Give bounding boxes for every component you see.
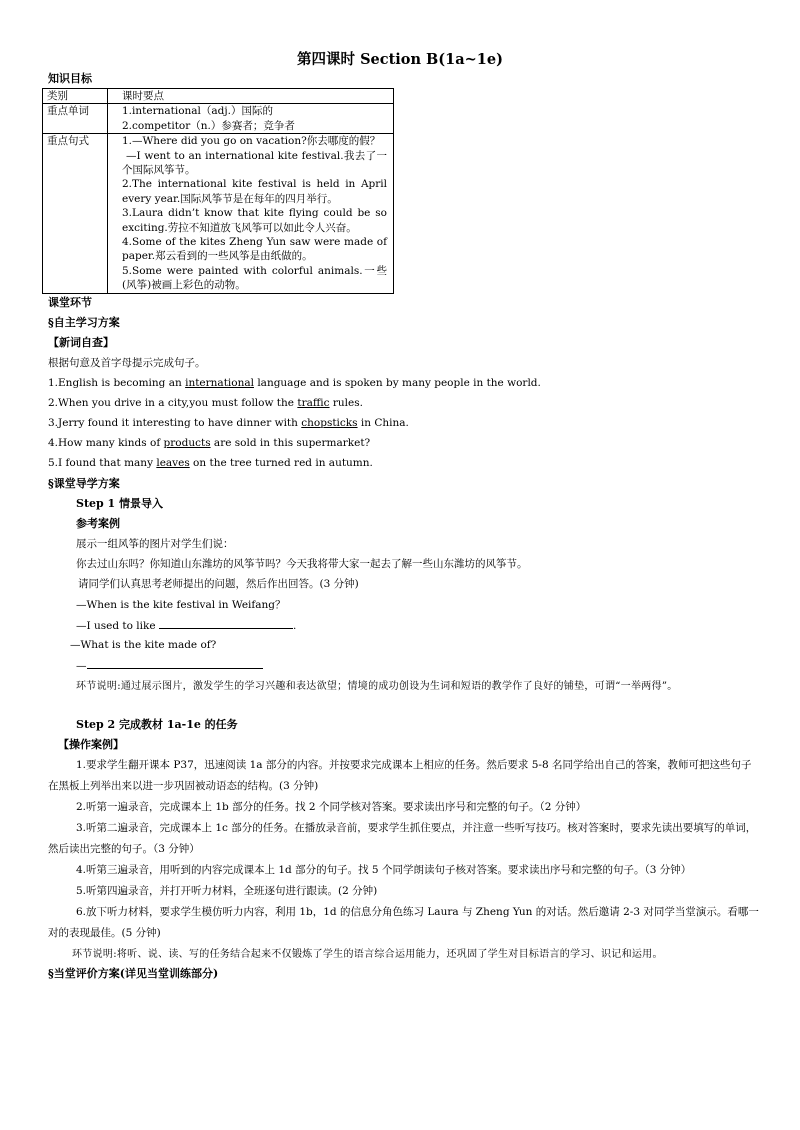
fill-item-answer: leaves bbox=[156, 457, 190, 469]
class-section-heading: 课堂环节 bbox=[48, 296, 92, 309]
self-study-heading: §自主学习方案 bbox=[48, 316, 120, 329]
step2-subheading: 【操作案例】 bbox=[58, 738, 124, 751]
step1-line: 展示一组风筝的图片对学生们说： bbox=[76, 538, 234, 550]
fill-item-answer: traffic bbox=[297, 397, 330, 409]
table-header-row bbox=[43, 89, 394, 104]
step1-answer-line bbox=[76, 658, 263, 673]
vocab-item: 2.competitor（n.）参赛者；竞争者 bbox=[122, 119, 295, 132]
knowledge-goals-table bbox=[42, 88, 394, 294]
step1-ref-heading: 参考案例 bbox=[76, 517, 120, 530]
step1-title: Step 1 情景导入 bbox=[76, 497, 164, 510]
fill-item-text: on the tree turned red in autumn. bbox=[189, 457, 373, 469]
step2-item: 1.要求学生翻开课本 P37，迅速阅读 1a 部分的内容。并按要求完成课本上相应的任务。然后要求 5-8 名同学给出自己的答案，教师可把这些句子在黑板上列举出来以进一步巩固被动语态的结构。(3 分钟) bbox=[48, 759, 752, 792]
fill-item-text: language and is spoken by many people in the world. bbox=[253, 377, 541, 389]
step1-answer-text: — bbox=[76, 660, 87, 672]
step2-item: 4.听第三遍录音，用听到的内容完成课本上 1d 部分的句子。找 5 个同学朗读句子核对答案。要求读出序号和完整的句子。（3 分钟） bbox=[76, 864, 692, 876]
sentence-item: 2.The international kite festival is held in April every year.国际风筝节是在每年的四月举行。 bbox=[122, 178, 387, 205]
step2-item: 6.放下听力材料，要求学生模仿听力内容，利用 1b，1d 的信息分角色练习 Laura 与 Zheng Yun 的对话。然后邀请 2-3 对同学当堂演示。看哪一对的表现最佳。(5 分钟) bbox=[48, 906, 759, 939]
fill-item-text: 2.When you drive in a city,you must follow the bbox=[48, 397, 298, 409]
answer-blank[interactable] bbox=[87, 658, 263, 669]
fill-item-text: in China. bbox=[357, 417, 409, 429]
table-header-category: 类别 bbox=[43, 89, 108, 104]
fill-item-answer: products bbox=[163, 437, 211, 449]
step2-note: 环节说明:将听、说、读、写的任务结合起来不仅锻炼了学生的语言综合运用能力，还巩固了学生对目标语言的学习、识记和运用。 bbox=[72, 949, 663, 960]
fill-item bbox=[48, 416, 409, 430]
sentence-item: 1.—Where did you go on vacation?你去哪度的假？ bbox=[122, 135, 381, 148]
guide-heading: §课堂导学方案 bbox=[48, 477, 120, 490]
table-header-points: 课时要点 bbox=[108, 89, 394, 104]
fill-item-text: rules. bbox=[329, 397, 363, 409]
step1-note: 环节说明:通过展示图片，激发学生的学习兴趣和表达欲望；情境的成功创设为生词和短语的教学作了良好的铺垫，可谓“一举两得”。 bbox=[76, 681, 678, 692]
table-row-sentences bbox=[43, 134, 394, 293]
sentence-item: 4.Some of the kites Zheng Yun saw were made of paper.郑云看到的一些风筝是由纸做的。 bbox=[122, 236, 387, 263]
step2-item: 3.听第二遍录音，完成课本上 1c 部分的任务。在播放录音前，要求学生抓住要点，并注意一些听写技巧。核对答案时，要求先读出要填写的单词，然后读出完整的句子。（3 分钟） bbox=[48, 822, 757, 855]
vocab-item: 1.international（adj.）国际的 bbox=[122, 105, 273, 118]
sentence-item: 3.Laura didn’t know that kite flying could be so exciting.劳拉不知道放飞风筝可以如此令人兴奋。 bbox=[122, 207, 387, 234]
sentences-label: 重点句式 bbox=[43, 134, 108, 293]
fill-item bbox=[48, 396, 363, 410]
step2-title: Step 2 完成教材 1a-1e 的任务 bbox=[76, 718, 238, 731]
self-study-instruction: 根据句意及首字母提示完成句子。 bbox=[48, 357, 206, 369]
sentence-item: 5.Some were painted with colorful animals.一些(风筝)被画上彩色的动物。 bbox=[122, 264, 387, 292]
fill-item bbox=[48, 456, 373, 470]
step1-line: 请同学们认真思考老师提出的问题，然后作出回答。(3 分钟) bbox=[78, 578, 359, 590]
fill-item-answer: chopsticks bbox=[301, 417, 358, 429]
fill-item-answer: international bbox=[185, 377, 254, 389]
fill-item-text: are sold in this supermarket? bbox=[210, 437, 371, 449]
step1-answer-text: —I used to like bbox=[76, 620, 156, 632]
step2-item: 2.听第一遍录音，完成课本上 1b 部分的任务。找 2 个同学核对答案。要求读出序号和完整的句子。（2 分钟） bbox=[76, 801, 587, 813]
fill-item-text: 5.I found that many bbox=[48, 457, 157, 469]
table-row-vocab bbox=[43, 104, 394, 134]
step2-item: 5.听第四遍录音，并打开听力材料，全班逐句进行跟读。(2 分钟) bbox=[76, 885, 378, 897]
fill-item-text: 1.English is becoming an bbox=[48, 377, 186, 389]
step1-line: 你去过山东吗？你知道山东潍坊的风筝节吗？今天我将带大家一起去了解一些山东潍坊的风筝节。 bbox=[76, 558, 528, 570]
step1-question: —When is the kite festival in Weifang？ bbox=[76, 599, 286, 611]
sentence-item: —I went to an international kite festival.我去了一个国际风筝节。 bbox=[122, 149, 387, 177]
fill-item-text: 4.How many kinds of bbox=[48, 437, 164, 449]
page-title: 第四课时 Section B(1a~1e) bbox=[297, 51, 503, 68]
fill-item-text: 3.Jerry found it interesting to have dinner with bbox=[48, 417, 302, 429]
evaluation-heading: §当堂评价方案(详见当堂训练部分) bbox=[48, 967, 219, 980]
answer-blank[interactable] bbox=[159, 618, 293, 629]
sentences-cell bbox=[108, 134, 394, 293]
step1-question: —What is the kite made of? bbox=[70, 639, 217, 651]
fill-item bbox=[48, 376, 541, 390]
knowledge-goals-heading: 知识目标 bbox=[48, 72, 92, 85]
fill-item bbox=[48, 436, 370, 450]
vocab-cell bbox=[108, 104, 394, 134]
step1-answer-line: —I used to like . bbox=[76, 620, 297, 632]
new-words-heading: 【新词自查】 bbox=[48, 336, 114, 349]
vocab-label: 重点单词 bbox=[43, 104, 108, 134]
